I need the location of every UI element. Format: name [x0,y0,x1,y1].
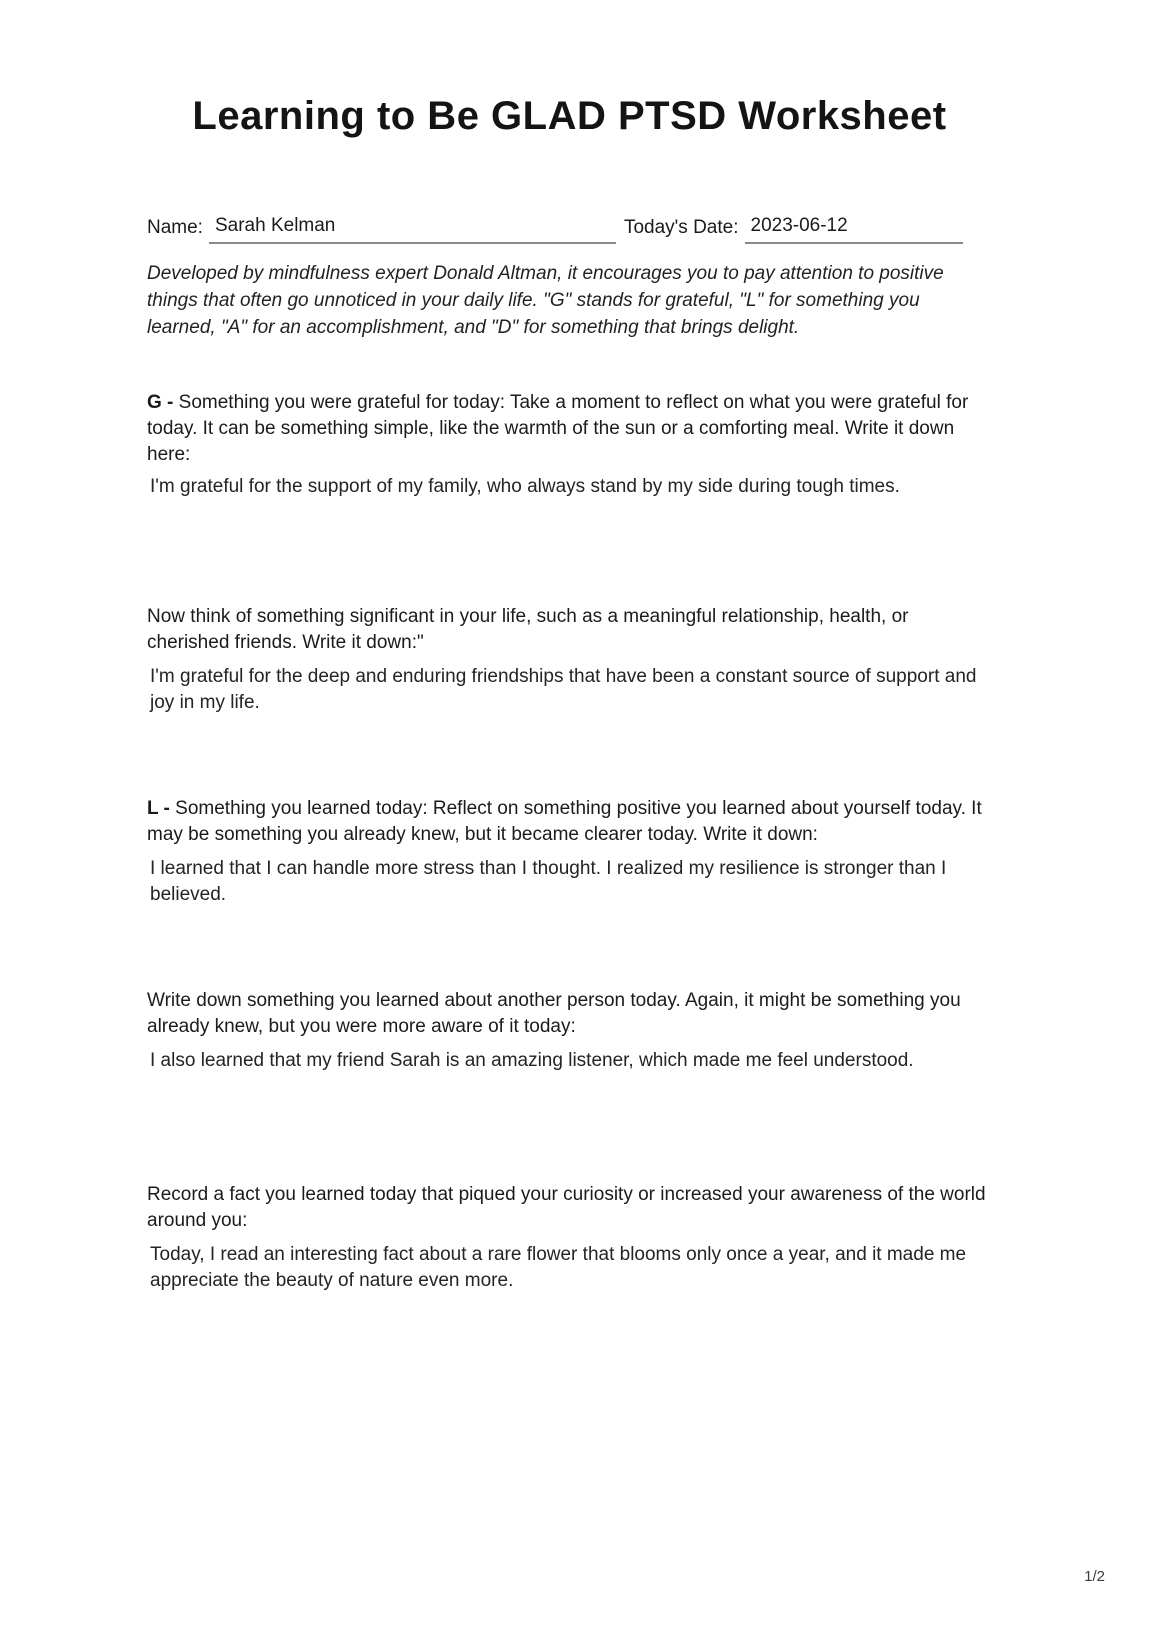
prompt-grateful-today: Something you were grateful for today: Take a moment to reflect on what you were grateful for today. It can be something simple, like the warmth of the sun or a comforting meal. Write it down here: [147,392,969,465]
section-learned-fact [147,1182,992,1294]
page-number: 1/2 [1084,1568,1105,1585]
page-title: Learning to Be GLAD PTSD Worksheet [192,94,947,138]
name-label: Name: [147,217,203,238]
question-grateful-today [147,390,992,468]
intro-paragraph: Developed by mindfulness expert Donald Altman, it encourages you to pay attention to positive things that often go unnoticed in your daily life. "G" stands for grateful, "L" for something you learned, "A" for an accomplishment, and "D" for something that brings delight. [147,263,944,338]
prompt-learned-self: Something you learned today: Reflect on something positive you learned about yourself today. It may be something you already knew, but it became clearer today. Write it down: [147,798,982,845]
section-grateful-significant [147,604,992,716]
answer-learned-other-person[interactable]: I also learned that my friend Sarah is an amazing listener, which made me feel understood. [150,1050,914,1071]
section-letter-g: G - [147,392,179,413]
name-field[interactable]: Sarah Kelman [209,214,616,244]
section-learned-other-person [147,988,992,1074]
section-grateful-today [147,390,992,500]
section-learned-self [147,796,992,908]
prompt-learned-fact: Record a fact you learned today that piqued your curiosity or increased your awareness of the world around you: [147,1184,986,1231]
header-fields [147,214,992,244]
answer-grateful-significant[interactable]: I'm grateful for the deep and enduring friendships that have been a constant source of support and joy in my life. [150,666,977,713]
section-letter-l: L - [147,798,176,819]
date-field[interactable]: 2023-06-12 [745,214,963,244]
question-learned-fact [147,1182,992,1234]
date-label: Today's Date: [623,217,739,238]
question-grateful-significant [147,604,992,656]
question-learned-other-person [147,988,992,1040]
prompt-grateful-significant: Now think of something significant in your life, such as a meaningful relationship, health, or cherished friends. Write it down:" [147,606,909,653]
question-learned-self [147,796,992,848]
answer-learned-fact[interactable]: Today, I read an interesting fact about a rare flower that blooms only once a year, and it made me appreciate the beauty of nature even more. [150,1244,967,1291]
worksheet-content [147,0,992,1294]
answer-grateful-today[interactable]: I'm grateful for the support of my family, who always stand by my side during tough times. [150,476,900,497]
answer-learned-self[interactable]: I learned that I can handle more stress than I thought. I realized my resilience is stronger than I believed. [150,858,947,905]
prompt-learned-other-person: Write down something you learned about another person today. Again, it might be something you already knew, but you were more aware of it today: [147,990,961,1037]
